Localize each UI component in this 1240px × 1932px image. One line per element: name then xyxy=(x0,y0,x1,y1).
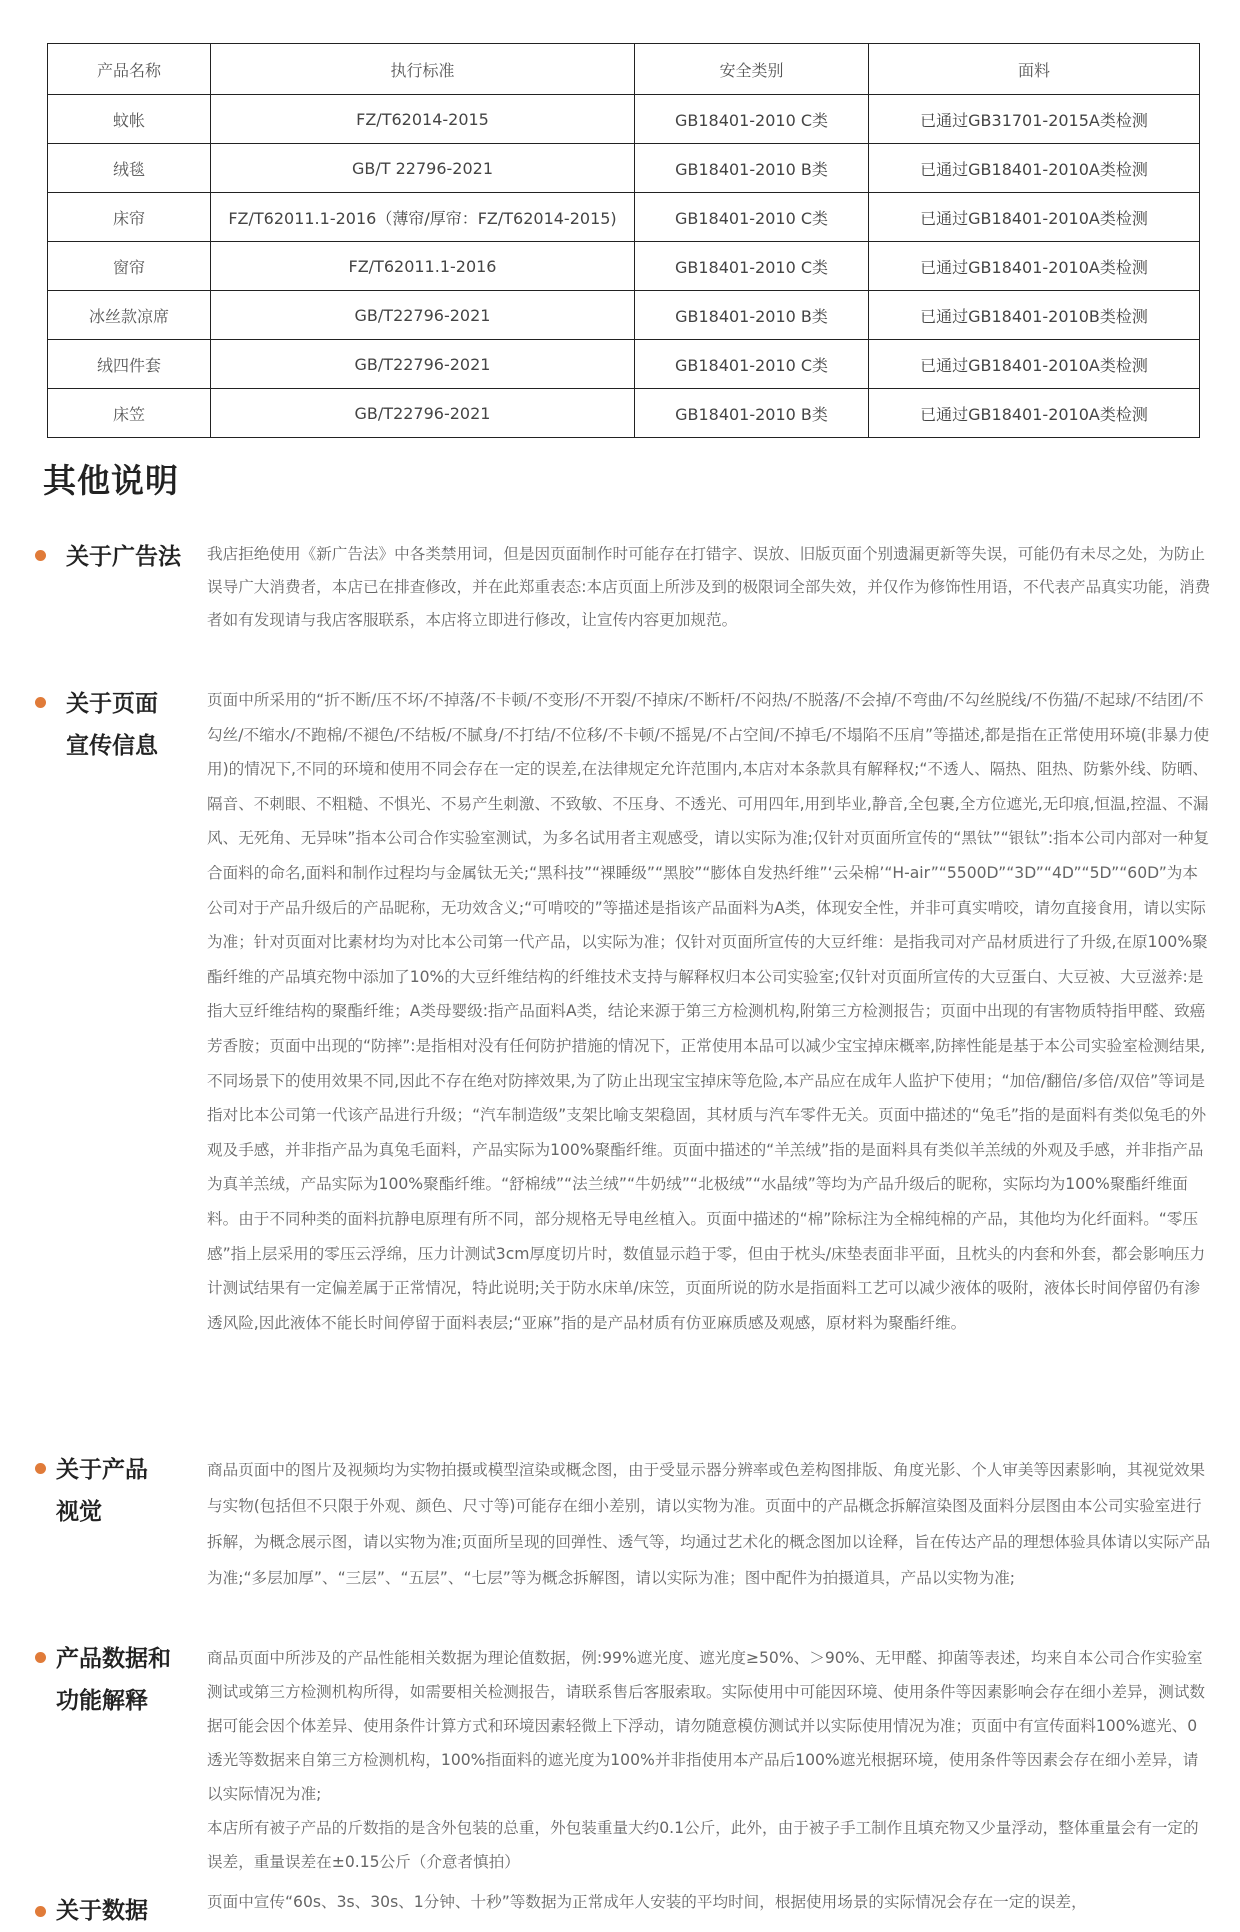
cell-product-name: 蚊帐 xyxy=(48,95,211,144)
cell-safety-class: GB18401-2010 C类 xyxy=(635,95,869,144)
header-standard: 执行标准 xyxy=(211,44,635,95)
table-row xyxy=(48,242,1200,291)
cell-standard: GB/T22796-2021 xyxy=(211,389,635,438)
cell-safety-class: GB18401-2010 B类 xyxy=(635,144,869,193)
cell-product-name: 冰丝款凉席 xyxy=(48,291,211,340)
cell-product-name: 床帘 xyxy=(48,193,211,242)
table-row xyxy=(48,291,1200,340)
table-row xyxy=(48,389,1200,438)
table-row xyxy=(48,193,1200,242)
cell-fabric: 已通过GB18401-2010A类检测 xyxy=(869,193,1200,242)
cell-safety-class: GB18401-2010 B类 xyxy=(635,389,869,438)
cell-fabric: 已通过GB18401-2010A类检测 xyxy=(869,340,1200,389)
cell-safety-class: GB18401-2010 B类 xyxy=(635,291,869,340)
cell-fabric: 已通过GB18401-2010A类检测 xyxy=(869,144,1200,193)
cell-product-name: 绒四件套 xyxy=(48,340,211,389)
table-row xyxy=(48,95,1200,144)
note-title: 关于数据 xyxy=(56,1898,148,1924)
note-title: 关于产品视觉 xyxy=(56,1457,148,1525)
cell-standard: FZ/T62011.1-2016 xyxy=(211,242,635,291)
cell-safety-class: GB18401-2010 C类 xyxy=(635,193,869,242)
bullet-dot-icon xyxy=(35,1463,46,1474)
cell-safety-class: GB18401-2010 C类 xyxy=(635,340,869,389)
spec-table xyxy=(47,43,1200,438)
cell-fabric: 已通过GB18401-2010A类检测 xyxy=(869,389,1200,438)
cell-product-name: 床笠 xyxy=(48,389,211,438)
cell-standard: FZ/T62011.1-2016（薄帘/厚帘：FZ/T62014-2015) xyxy=(211,193,635,242)
header-safety-class: 安全类别 xyxy=(635,44,869,95)
note-body: 页面中宣传“60s、3s、30s、1分钟、十秒”等数据为正常成年人安装的平均时间，根据使用场景的实际情况会存在一定的误差， xyxy=(207,1893,1087,1911)
note-title: 产品数据和功能解释 xyxy=(56,1646,171,1714)
cell-product-name: 窗帘 xyxy=(48,242,211,291)
header-fabric: 面料 xyxy=(869,44,1200,95)
cell-standard: GB/T22796-2021 xyxy=(211,340,635,389)
note-title: 关于广告法 xyxy=(66,544,181,570)
cell-standard: GB/T22796-2021 xyxy=(211,291,635,340)
note-body: 商品页面中所涉及的产品性能相关数据为理论值数据，例:99%遮光度、遮光度≥50%、＞90%、无甲醛、抑菌等表述，均来自本公司合作实验室测试或第三方检测机构所得，如需要相关检测报告，请联系售后客服索取。实际使用中可能因环境、使用条件等因素影响会存在细小差异，测试数据可能会因个体差异、使用条件计算方式和环境因素轻微上下浮动，请勿随意模仿测试并以实际使用情况为准；页面中有宣传面料100%遮光、0透光等数据来自第三方检测机构，100%指面料的遮光度为100%并非指使用本产品后100%遮光根据环境，使用条件等因素会存在细小差异，请以实际情况为准; 本店所有被子产品的斤数指的是含外包装的总重，外包装重量大约0.1公斤，此外，由于被子手工制作且填充物又少量浮动，整体重量会有一定的误差，重量误差在±0.15公斤（介意者慎拍） xyxy=(207,1649,1206,1871)
cell-product-name: 绒毯 xyxy=(48,144,211,193)
cell-safety-class: GB18401-2010 C类 xyxy=(635,242,869,291)
cell-standard: GB/T 22796-2021 xyxy=(211,144,635,193)
bullet-dot-icon xyxy=(35,697,46,708)
table-row xyxy=(48,144,1200,193)
bullet-dot-icon xyxy=(35,550,46,561)
table-header-row xyxy=(48,44,1200,95)
section-title: 其他说明 xyxy=(43,461,179,500)
cell-fabric: 已通过GB31701-2015A类检测 xyxy=(869,95,1200,144)
header-product-name: 产品名称 xyxy=(48,44,211,95)
bullet-dot-icon xyxy=(35,1652,46,1663)
cell-standard: FZ/T62014-2015 xyxy=(211,95,635,144)
table-row xyxy=(48,340,1200,389)
cell-fabric: 已通过GB18401-2010A类检测 xyxy=(869,242,1200,291)
cell-fabric: 已通过GB18401-2010B类检测 xyxy=(869,291,1200,340)
note-body: 我店拒绝使用《新广告法》中各类禁用词，但是因页面制作时可能存在打错字、误放、旧版页面个别遗漏更新等失误，可能仍有未尽之处，为防止误导广大消费者，本店已在排查修改，并在此郑重表态:本店页面上所涉及到的极限词全部失效，并仅作为修饰性用语，不代表产品真实功能，消费者如有发现请与我店客服联系，本店将立即进行修改，让宣传内容更加规范。 xyxy=(207,545,1211,629)
note-title: 关于页面宣传信息 xyxy=(66,691,158,759)
bullet-dot-icon xyxy=(35,1906,46,1917)
note-body: 商品页面中的图片及视频均为实物拍摄或模型渲染或概念图，由于受显示器分辨率或色差构图排版、角度光影、个人审美等因素影响，其视觉效果与实物(包括但不只限于外观、颜色、尺寸等)可能存在细小差别，请以实物为准。页面中的产品概念拆解渲染图及面料分层图由本公司实验室进行拆解，为概念展示图，请以实物为准;页面所呈现的回弹性、透气等，均通过艺术化的概念图加以诠释，旨在传达产品的理想体验具体请以实际产品为准;“多层加厚”、“三层”、“五层”、“七层”等为概念拆解图，请以实际为准；图中配件为拍摄道具，产品以实物为准; xyxy=(207,1461,1211,1587)
note-body: 页面中所采用的“折不断/压不坏/不掉落/不卡顿/不变形/不开裂/不掉床/不断杆/不闷热/不脱落/不会掉/不弯曲/不勾丝脱线/不伤猫/不起球/不结团/不勾丝/不缩水/不跑棉/不褪色/不结板/不腻身/不打结/不位移/不卡顿/不摇晃/不占空间/不掉毛/不塌陷不压肩”等描述,都是指在正常使用环境(非暴力使用)的情况下,不同的环境和使用不同会存在一定的误差,在法律规定允许范围内,本店对本条款具有解释权;“不透人、隔热、阻热、防紫外线、防晒、隔音、不刺眼、不粗糙、不惧光、不易产生刺激、不致敏、不压身、不透光、可用四年,用到毕业,静音,全包裹,全方位遮光,无印痕,恒温,控温、不漏风、无死角、无异味”指本公司合作实验室测试，为多名试用者主观感受，请以实际为准;仅针对页面所宣传的“黑钛”“银钛”:指本公司内部对一种复合面料的命名,面料和制作过程均与金属钛无关;“黑科技”“裸睡级”“黑胶”“膨体自发热纤维”‘云朵棉’“H-air”“5500D”“3D”“4D”“5D”“60D”为本公司对于产品升级后的产品昵称，无功效含义;“可啃咬的”等描述是指该产品面料为A类，体现安全性，并非可真实啃咬，请勿直接食用，请以实际为准；针对页面对比素材均为对比本公司第一代产品，以实际为准；仅针对页面所宣传的大豆纤维：是指我司对产品材质进行了升级,在原100%聚酯纤维的产品填充物中添加了10%的大豆纤维结构的纤维技术支持与解释权归本公司实验室;仅针对页面所宣传的大豆蛋白、大豆被、大豆滋养:是指大豆纤维结构的聚酯纤维；A类母婴级:指产品面料A类，结论来源于第三方检测机构,附第三方检测报告；页面中出现的有害物质特指甲醛、致癌芳香胺；页面中出现的“防摔”:是指相对没有任何防护措施的情况下，正常使用本品可以减少宝宝掉床概率,防摔性能是基于本公司实验室检测结果,不同场景下的使用效果不同,因此不存在绝对防摔效果,为了防止出现宝宝掉床等危险,本产品应在成年人监护下使用；“加倍/翻倍/多倍/双倍”等词是指对比本公司第一代该产品进行升级；“汽车制造级”支架比喻支架稳固，其材质与汽车零件无关。页面中描述的“兔毛”指的是面料有类似兔毛的外观及手感，并非指产品为真兔毛面料，产品实际为100%聚酯纤维。页面中描述的“羊羔绒”指的是面料具有类似羊羔绒的外观及手感，并非指产品为真羊羔绒，产品实际为100%聚酯纤维。“舒棉绒”“法兰绒”“牛奶绒”“北极绒”“水晶绒”等均为产品升级后的昵称，实际均为100%聚酯纤维面料。由于不同种类的面料抗静电原理有所不同，部分规格无导电丝植入。页面中描述的“棉”除标注为全棉纯棉的产品，其他均为化纤面料。“零压感”指上层采用的零压云浮绵，压力计测试3cm厚度切片时，数值显示趋于零，但由于枕头/床垫表面非平面，且枕头的内套和外套，都会影响压力计测试结果有一定偏差属于正常情况，特此说明;关于防水床单/床笠，页面所说的防水是指面料工艺可以减少液体的吸附，液体长时间停留仍有渗透风险,因此液体不能长时间停留于面料表层;“亚麻”指的是产品材质有仿亚麻质感及观感，原材料为聚酯纤维。 xyxy=(207,691,1210,1332)
